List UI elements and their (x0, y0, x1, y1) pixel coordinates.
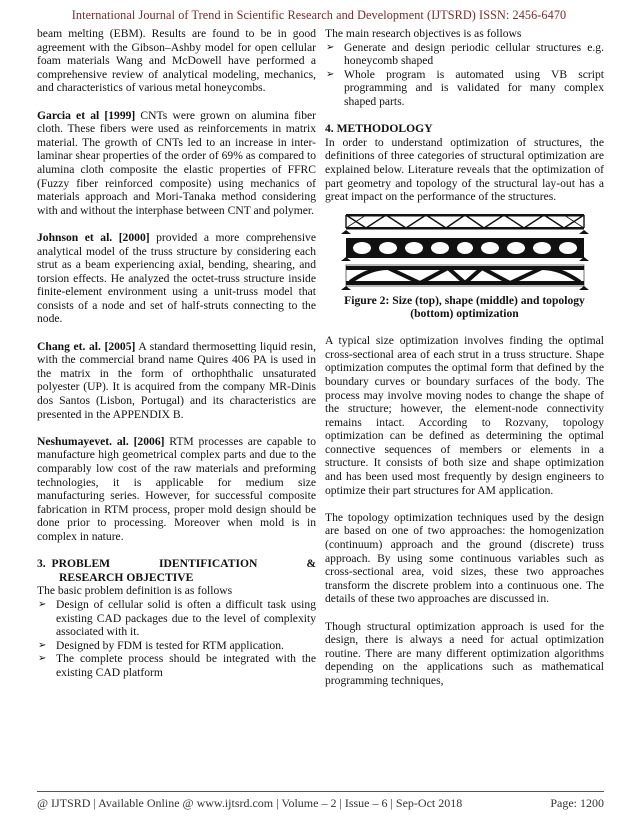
section-3-word2: IDENTIFICATION (159, 557, 258, 571)
list-item: ➢ Whole program is automated using VB script programming and is validated for many complex shaped parts. (325, 68, 604, 109)
paragraph-johnson (37, 231, 316, 326)
chang-text: A standard thermosetting liquid resin, with the commercial brand name Quires 406 PA is used in the matrix in the form of orthophthalic unsaturated polyester (UP). It is acquired from the company MR-Dinis dos Santos (Lisbon, Portugal) and its characteristics are presented in the APPENDIX B. (37, 339, 316, 421)
figure-2 (325, 212, 604, 321)
topology-approaches-paragraph: The topology optimization techniques used by the design are based on one of two approaches: the homogenization (continuum) approach and the ground (discrete) truss approach. By using some continuous variables such as cross-sectional area, void sizes, these two approaches transform the discrete problem into a continuous one. The details of these two approaches are discussed in. (325, 510, 604, 606)
section-3-heading (37, 557, 316, 571)
section-3-intro: The basic problem definition is as follows (37, 584, 233, 598)
journal-header: International Journal of Trend in Scientific Research and Development (IJTSRD) ISSN: 2456-6470 (71, 8, 567, 22)
section-3-word1: PROBLEM (51, 557, 111, 571)
author-johnson: Johnson et al. [2000] (37, 230, 150, 244)
objectives-intro: The main research objectives is as follows (325, 27, 522, 40)
shape-optimization-beam (340, 237, 590, 261)
problem-list (37, 598, 316, 680)
paragraph-neshumayev (37, 435, 316, 544)
watermark-logo: ◯ (228, 239, 277, 288)
optimization-routine-paragraph: Though structural optimization approach is used for the design, there is always a need for actual optimization routine. There are many different optimization algorithms depending on the applications such as mathematical programming techniques, (325, 619, 604, 687)
author-garcia: Garcia et al [1999] (37, 108, 136, 122)
left-column (37, 27, 316, 693)
johnson-text: provided a more comprehensive analytical model of the truss structure by considering each strut as a beam experiencing axial, bending, shearing, and torsion effects. He analyzed the octet-truss structure inside finite-element environment using a unit-truss model that consists of a node and set of half-struts connecting to the node. (37, 230, 316, 326)
list-item: ➢ The complete process should be integrated with the existing CAD platform (37, 652, 316, 679)
section-3-number: 3. (37, 557, 46, 571)
section-3-word3: & (306, 557, 316, 571)
paragraph-ebm: beam melting (EBM). Results are found to be in good agreement with the Gibson–Ashby model for open cellular foam materials Wang and McDowell have performed a comprehensive review of analytical modeling, mechanics, and characteristics of various metal honeycombs. (37, 27, 316, 95)
right-column (325, 27, 604, 688)
methodology-paragraph: In order to understand optimization of structures, the definitions of three categories of structural optimization are explained below. Literature reveals that the optimization of part geometry and topology of the structural lay-out has a great impact on the performance of the structures. (325, 135, 604, 204)
author-neshumayev: Neshumayevet. al. [2006] (37, 434, 165, 448)
paragraph-chang (37, 340, 316, 422)
page-number: Page: 1200 (550, 796, 604, 810)
section-4-heading: 4. METHODOLOGY (325, 122, 433, 136)
author-chang: Chang et. al. [2005] (37, 339, 136, 353)
footer-citation: @ IJTSRD | Available Online @ www.ijtsrd.com | Volume – 2 | Issue – 6 | Sep-Oct 2018 (37, 796, 463, 810)
size-optimization-truss (340, 212, 590, 234)
list-item: ➢ Design of cellular solid is often a difficult task using existing CAD packages due to the level of complexity associated with it. (37, 598, 316, 639)
footer-rule (37, 791, 604, 792)
page-footer (37, 796, 604, 811)
list-item: ➢ Generate and design periodic cellular structures e.g. honeycomb shaped (325, 41, 604, 68)
section-3-heading-line2: RESEARCH OBJECTIVE (59, 570, 194, 584)
paragraph-garcia (37, 109, 316, 218)
neshumayev-text: RTM processes are capable to manufacture high geometrical complex parts and due to the comparably low cost of the raw materials and preforming technologies, it is applicable for medium size manufacturing series. However, for successful composite fabrication in RTM process, proper mold design should be done prior to processing. Moreover when mold is in complex in nature. (37, 434, 316, 543)
garcia-text: CNTs were grown on alumina fiber cloth. These fibers were used as reinforcements in matrix material. The growth of CNTs led to an increase in inter-laminar shear properties of the order of 69% as compared to alumina cloth composite the elastic properties of FFRC (Fuzzy fiber reinforced composite) using mechanics of materials approach and Mori-Tanaka method considering with and without the interphase between CNT and polymer. (37, 108, 316, 217)
figure-caption: Figure 2: Size (top), shape (middle) and topology (bottom) optimization (344, 293, 585, 321)
objectives-list (325, 41, 604, 109)
list-item: ➢ Designed by FDM is tested for RTM application. (37, 639, 316, 653)
topology-optimization-structure (340, 264, 590, 290)
size-optimization-paragraph: A typical size optimization involves finding the optimal cross-sectional area of each strut in a truss structure. Shape optimization computes the optimal form that defined by the boundary curves or boundary surfaces of the body. The process may involve moving nodes to change the shape of the structure; however, the element-node connectivity remains intact. According to Rozvany, topology optimization can be defined as determining the optimal connective sequences of members or elements in a structure. It consists of both size and shape optimization and has been used most frequently by design engineers to optimize their part structures for AM application. (325, 334, 604, 497)
